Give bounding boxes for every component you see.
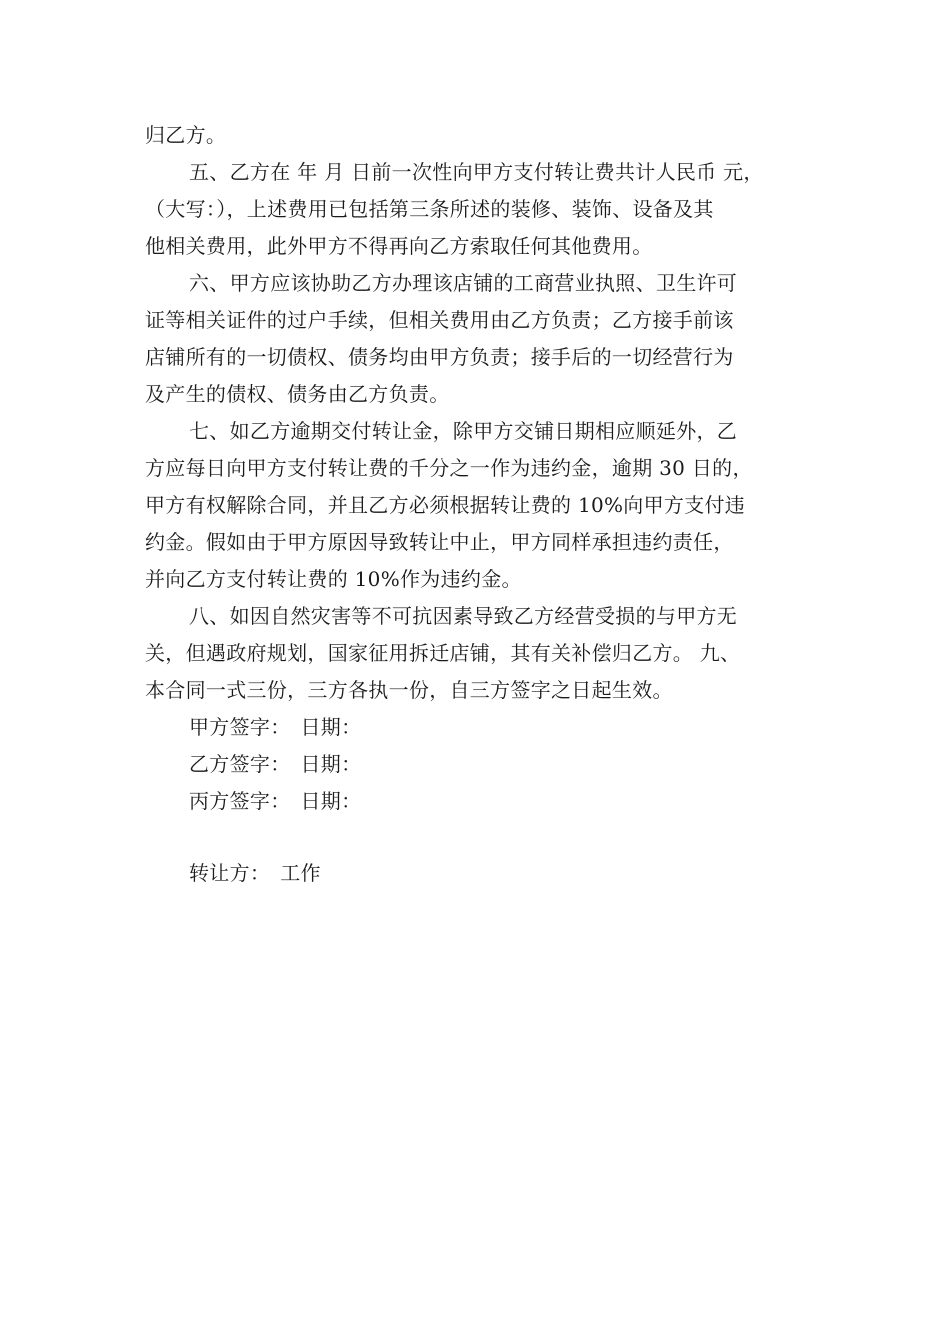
clause-7-paragraph	[145, 413, 808, 598]
text-line: 并向乙方支付转让费的 10%作为违约金。	[145, 567, 522, 591]
text-line: 七、如乙方逾期交付转让金，除甲方交铺日期相应顺延外，乙	[189, 419, 738, 443]
text-line: 证等相关证件的过户手续，但相关费用由乙方负责；乙方接手前该	[145, 308, 734, 332]
party-c-signature-label: 丙方签字：	[189, 789, 291, 813]
party-b-signature-label: 乙方签字：	[189, 752, 291, 776]
text-line: 他相关费用，此外甲方不得再向乙方索取任何其他费用。	[145, 234, 653, 258]
transferor-value: 工作	[280, 861, 321, 885]
text-line: 约金。假如由于甲方原因导致转让中止，甲方同样承担违约责任，	[145, 530, 734, 554]
text-line: 归乙方。	[145, 123, 227, 147]
date-label: 日期：	[300, 752, 362, 776]
transferor-label: 转让方：	[189, 861, 271, 885]
date-label: 日期：	[300, 789, 362, 813]
text-line: 店铺所有的一切债权、债务均由甲方负责；接手后的一切经营行为	[145, 345, 734, 369]
blank-spacer	[145, 820, 808, 855]
signature-line-party-b	[145, 746, 808, 783]
text-line: 本合同一式三份，三方各执一份，自三方签字之日起生效。	[145, 678, 673, 702]
paragraph-continuation	[145, 117, 808, 154]
party-a-signature-label: 甲方签字：	[189, 715, 291, 739]
signature-line-party-a	[145, 709, 808, 746]
document-page	[145, 117, 808, 892]
text-line: 六、甲方应该协助乙方办理该店铺的工商营业执照、卫生许可	[189, 271, 738, 295]
text-line: 及产生的债权、债务由乙方负责。	[145, 382, 450, 406]
clause-8-paragraph	[145, 598, 808, 709]
text-line: 五、乙方在 年 月 日前一次性向甲方支付转让费共计人民币 元，	[189, 160, 764, 184]
clause-6-paragraph	[145, 265, 808, 413]
text-line: （大写：），上述费用已包括第三条所述的装修、装饰、设备及其	[145, 197, 714, 221]
date-label: 日期：	[300, 715, 362, 739]
text-line: 关，但遇政府规划，国家征用拆迁店铺，其有关补偿归乙方。 九、	[145, 641, 741, 665]
text-line: 八、如因自然灾害等不可抗因素导致乙方经营受损的与甲方无	[189, 604, 738, 628]
clause-5-paragraph	[145, 154, 808, 265]
transferor-line	[145, 855, 808, 892]
signature-line-party-c	[145, 783, 808, 820]
text-line: 方应每日向甲方支付转让费的千分之一作为违约金，逾期 30 日的，	[145, 456, 753, 480]
text-line: 甲方有权解除合同，并且乙方必须根据转让费的 10%向甲方支付违	[145, 493, 746, 517]
